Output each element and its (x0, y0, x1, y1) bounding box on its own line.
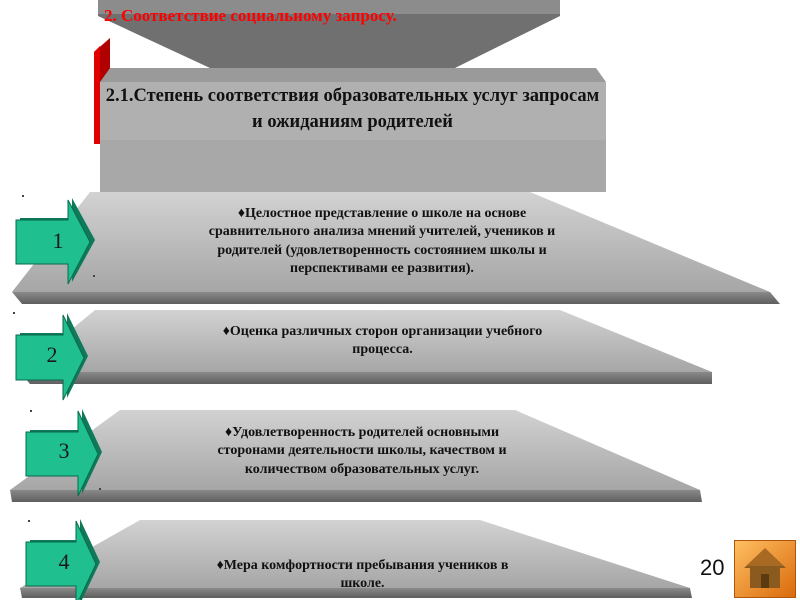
slide-number: 20 (700, 555, 725, 580)
home-icon (734, 540, 796, 598)
step-4-text: ♦Мера комфортности пребывания учеников в школе. (216, 558, 509, 592)
step-2-text: ♦Оценка различных сторон организации учебного процесса. (222, 324, 543, 358)
step-3-text: ♦Удовлетворенность родителей основными сторонами деятельности школы, качеством и количеством образовательных услуг. (217, 425, 507, 477)
home-button[interactable] (734, 540, 796, 598)
banner-title: 2.1.Степень соответствия образовательных услуг запросам и ожиданиям родителей (105, 86, 600, 132)
step-4-number: 4 (58, 549, 70, 574)
step-1-text: ♦Целостное представление о школе на основе сравнительного анализа мнений учителей, учеников и родителей (удовлетворенность состоянием школы и перспективами ее развития). (208, 206, 556, 277)
step-2-number: 2 (46, 342, 58, 367)
slide-section-title: 2. Соответствие социальному запросу. (104, 6, 397, 25)
step-3-number: 3 (58, 438, 70, 463)
step-1-number: 1 (52, 228, 64, 253)
